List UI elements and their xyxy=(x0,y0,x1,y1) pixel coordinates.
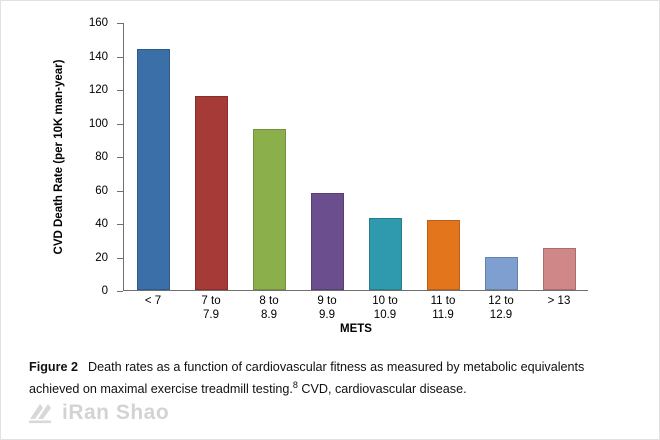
watermark-text: iRan Shao xyxy=(62,401,170,424)
y-axis-tick-label: 100 xyxy=(88,117,108,130)
bar xyxy=(427,220,460,290)
y-axis-tick-label: 160 xyxy=(88,17,108,29)
y-axis-tick-label: 20 xyxy=(95,251,108,264)
x-axis-title: METS xyxy=(340,323,372,335)
y-axis-tick xyxy=(88,84,123,96)
figure-caption xyxy=(29,359,637,398)
x-axis-tick-label: < 7 xyxy=(144,295,162,307)
bar xyxy=(311,193,344,290)
y-axis-tick-label: 120 xyxy=(88,84,108,96)
y-axis-tick-label: 140 xyxy=(88,50,108,63)
caption-label: Figure 2 xyxy=(29,360,78,374)
bar-slot xyxy=(472,23,530,290)
x-axis-tick-labels xyxy=(124,294,588,322)
y-axis-tick-label: 0 xyxy=(101,285,108,297)
y-axis-tick xyxy=(88,117,123,130)
y-axis-tick xyxy=(88,50,123,63)
y-axis-tick xyxy=(101,285,123,297)
y-axis-tick-label: 40 xyxy=(95,218,108,230)
y-axis-tick xyxy=(95,251,123,264)
bar xyxy=(195,96,228,290)
bar-slot xyxy=(124,23,182,290)
bar-slot xyxy=(356,23,414,290)
bar xyxy=(137,49,170,290)
x-axis-tick-label: 8 to 8.9 xyxy=(259,295,279,321)
y-axis-tick-label: 60 xyxy=(95,184,108,197)
x-axis-tick-label: 7 to 7.9 xyxy=(201,295,221,321)
plot-area xyxy=(88,17,588,297)
x-axis-tick-label: 9 to 9.9 xyxy=(317,295,337,321)
caption-text-tail: CVD, cardiovascular disease. xyxy=(297,381,467,396)
watermark-logo-icon xyxy=(28,400,54,426)
bar-slot xyxy=(182,23,240,290)
watermark xyxy=(28,400,169,426)
y-axis-tick xyxy=(95,184,123,197)
y-axis-tick xyxy=(95,151,123,163)
bar xyxy=(543,248,576,290)
bar-slot xyxy=(530,23,588,290)
caption-reference-superscript: 8 xyxy=(292,379,298,390)
bar-slot xyxy=(298,23,356,290)
bar-series xyxy=(124,23,588,290)
x-axis-tick-label: 12 to 12.9 xyxy=(488,295,514,321)
bar xyxy=(369,218,402,290)
y-axis-tick xyxy=(88,17,123,29)
bar-chart xyxy=(1,1,659,346)
bar-slot xyxy=(414,23,472,290)
x-axis-tick-label: 10 to 10.9 xyxy=(372,295,398,321)
caption-text-main: Death rates as a function of cardiovascular fitness as measured by metabolic equivalents achieved on maximal exercise treadmill testing. xyxy=(29,360,585,396)
bar-slot xyxy=(240,23,298,290)
y-axis-tick xyxy=(95,218,123,230)
bar xyxy=(253,129,286,290)
y-axis-title: CVD Death Rate (per 10K man-year) xyxy=(53,59,65,255)
bar xyxy=(485,257,518,291)
x-axis-tick-label: 11 to 11.9 xyxy=(430,295,456,321)
x-axis-tick-label: > 13 xyxy=(547,295,571,307)
y-axis-tick-label: 80 xyxy=(95,151,108,163)
